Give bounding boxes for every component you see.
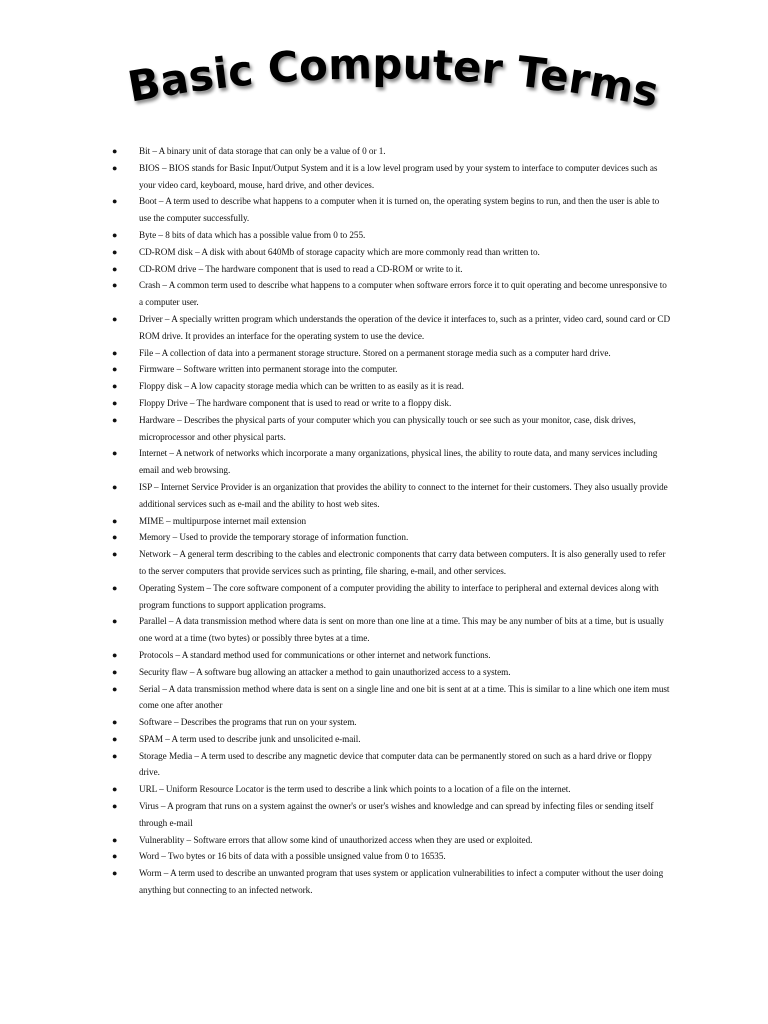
bullet-icon: ● xyxy=(112,515,118,526)
bullet-icon: ● xyxy=(112,868,118,879)
term-text: Network – A general term describing to the cables and electronic components that carry data between computers. It is also generally used to refer to the server computers that provide services such as printing, file sharing, e-mail, and other services. xyxy=(139,549,666,576)
bullet-icon: ● xyxy=(112,666,118,677)
term-item xyxy=(112,160,672,194)
term-item xyxy=(112,613,672,647)
term-item xyxy=(112,361,672,378)
term-text: Hardware – Describes the physical parts of your computer which you can physically touch or see such as your monitor, case, disk drives, microprocessor and other physical parts. xyxy=(139,414,636,442)
term-item xyxy=(112,227,672,244)
term-item xyxy=(112,345,672,362)
term-text: Word – Two bytes or 16 bits of data with a possible unsigned value from 0 to 16535. xyxy=(139,851,446,862)
bullet-icon: ● xyxy=(112,397,118,408)
term-item xyxy=(112,479,672,513)
bullet-icon: ● xyxy=(112,784,118,795)
term-text: BIOS – BIOS stands for Basic Input/Output System and it is a low level program used by your system to interface to computer devices such as your video card, keyboard, mouse, hard drive, and other devices. xyxy=(139,162,658,190)
term-text: SPAM – A term used to describe junk and unsolicited e-mail. xyxy=(139,733,361,744)
term-text: Parallel – A data transmission method where data is sent on more than one line at a time. This may be any number of bits at a time, but is usually one word at a time (two bytes) or possibly three bytes at a time. xyxy=(139,616,664,644)
bullet-icon: ● xyxy=(112,414,118,425)
bullet-icon: ● xyxy=(112,364,118,375)
bullet-icon: ● xyxy=(112,162,118,173)
term-text: Software – Describes the programs that run on your system. xyxy=(139,717,357,728)
bullet-icon: ● xyxy=(112,196,118,207)
term-text: Boot – A term used to describe what happens to a computer when it is turned on, the operating system begins to run, and then the user is able to use the computer successfully. xyxy=(139,196,660,224)
term-text: Protocols – A standard method used for communications or other internet and network functions. xyxy=(139,649,491,660)
term-item xyxy=(112,546,672,580)
page-title xyxy=(92,38,692,118)
bullet-icon: ● xyxy=(112,733,118,744)
bullet-icon: ● xyxy=(112,448,118,459)
term-item xyxy=(112,244,672,261)
bullet-icon: ● xyxy=(112,750,118,761)
bullet-icon: ● xyxy=(112,616,118,627)
term-text: CD-ROM disk – A disk with about 640Mb of storage capacity which are more commonly read than written to. xyxy=(139,246,540,257)
term-text: Virus – A program that runs on a system against the owner's or user's wishes and knowledge and can spread by infecting files or sending itself through e-mail xyxy=(139,801,654,828)
term-item xyxy=(112,395,672,412)
term-text: Floppy disk – A low capacity storage media which can be written to as easily as it is read. xyxy=(139,381,464,392)
term-text: Vulnerablity – Software errors that allow some kind of unauthorized access when they are used or exploited. xyxy=(139,834,533,845)
bullet-icon: ● xyxy=(112,481,118,492)
bullet-icon: ● xyxy=(112,280,118,291)
term-item xyxy=(112,529,672,546)
bullet-icon: ● xyxy=(112,146,118,156)
term-item xyxy=(112,781,672,798)
bullet-icon: ● xyxy=(112,717,118,728)
bullet-icon: ● xyxy=(112,532,118,543)
bullet-icon: ● xyxy=(112,381,118,392)
term-item xyxy=(112,798,672,832)
term-item xyxy=(112,412,672,446)
term-item xyxy=(112,748,672,782)
bullet-icon: ● xyxy=(112,246,118,257)
term-text: Internet – A network of networks which incorporate a many organizations, physical lines, the ability to route data, and many services including email and web browsing. xyxy=(139,448,658,476)
term-text: Crash – A common term used to describe what happens to a computer when software errors force it to quit operating and become unresponsive to a computer user. xyxy=(139,280,667,308)
bullet-icon: ● xyxy=(112,263,118,274)
term-item xyxy=(112,580,672,614)
term-item xyxy=(112,261,672,278)
term-text: Byte – 8 bits of data which has a possible value from 0 to 255. xyxy=(139,229,366,240)
term-item xyxy=(112,647,672,664)
term-text: CD-ROM drive – The hardware component that is used to read a CD-ROM or write to it. xyxy=(139,263,463,274)
term-item xyxy=(112,865,672,899)
bullet-icon: ● xyxy=(112,649,118,660)
term-item xyxy=(112,445,672,479)
bullet-icon: ● xyxy=(112,801,118,812)
term-item xyxy=(112,277,672,311)
term-text: Storage Media – A term used to describe any magnetic device that computer data can be permanently stored on such as a hard drive or floppy drive. xyxy=(139,750,652,778)
term-item xyxy=(112,681,672,715)
term-text: MIME – multipurpose internet mail extension xyxy=(139,515,307,526)
term-item xyxy=(112,311,672,345)
term-text: File – A collection of data into a permanent storage structure. Stored on a permanent storage media such as a computer hard drive. xyxy=(139,347,611,358)
term-item xyxy=(112,731,672,748)
term-item xyxy=(112,832,672,849)
page-title-wordart xyxy=(92,38,692,118)
term-text: Memory – Used to provide the temporary storage of information function. xyxy=(139,532,409,543)
term-text: URL – Uniform Resource Locator is the term used to describe a link which points to a location of a file on the internet. xyxy=(139,784,571,795)
bullet-icon: ● xyxy=(112,229,118,240)
term-text: Serial – A data transmission method where data is sent on a single line and one bit is sent at at a time. This is similar to a line which one item must come one after another xyxy=(139,683,670,711)
term-item xyxy=(112,143,672,160)
term-text: Floppy Drive – The hardware component that is used to read or write to a floppy disk. xyxy=(139,397,452,408)
page-title-text xyxy=(124,39,663,117)
bullet-icon: ● xyxy=(112,683,118,694)
bullet-icon: ● xyxy=(112,851,118,862)
term-item xyxy=(112,378,672,395)
bullet-icon: ● xyxy=(112,347,118,358)
bullet-icon: ● xyxy=(112,582,118,593)
term-text: Security flaw – A software bug allowing an attacker a method to gain unauthorized access to a system. xyxy=(139,666,511,677)
bullet-icon: ● xyxy=(112,313,118,324)
term-text: Driver – A specially written program which understands the operation of the device it interfaces to, such as a printer, video card, sound card or CD ROM drive. It provides an interface for the operating system to use the device. xyxy=(139,313,671,341)
page-title-textpath: Basic Computer Terms xyxy=(124,39,663,117)
term-item xyxy=(112,664,672,681)
bullet-icon: ● xyxy=(112,834,118,845)
term-text: Firmware – Software written into permanent storage into the computer. xyxy=(139,364,398,375)
bullet-icon: ● xyxy=(112,549,118,560)
term-item xyxy=(112,714,672,731)
term-text: ISP – Internet Service Provider is an organization that provides the ability to connect to the internet for their customers. They also usually provide additional services such as e-mail and the ability to host web sites. xyxy=(139,481,668,509)
term-item xyxy=(112,848,672,865)
term-item xyxy=(112,513,672,530)
terms-list xyxy=(112,143,672,899)
term-text: Operating System – The core software component of a computer providing the ability to interface to peripheral and external devices along with program functions to support application programs. xyxy=(139,582,659,610)
term-item xyxy=(112,193,672,227)
term-text: Worm – A term used to describe an unwanted program that uses system or application vulnerabilities to infect a computer without the user doing anything but connecting to an infected network. xyxy=(139,868,664,896)
term-text: Bit – A binary unit of data storage that can only be a value of 0 or 1. xyxy=(139,146,386,156)
